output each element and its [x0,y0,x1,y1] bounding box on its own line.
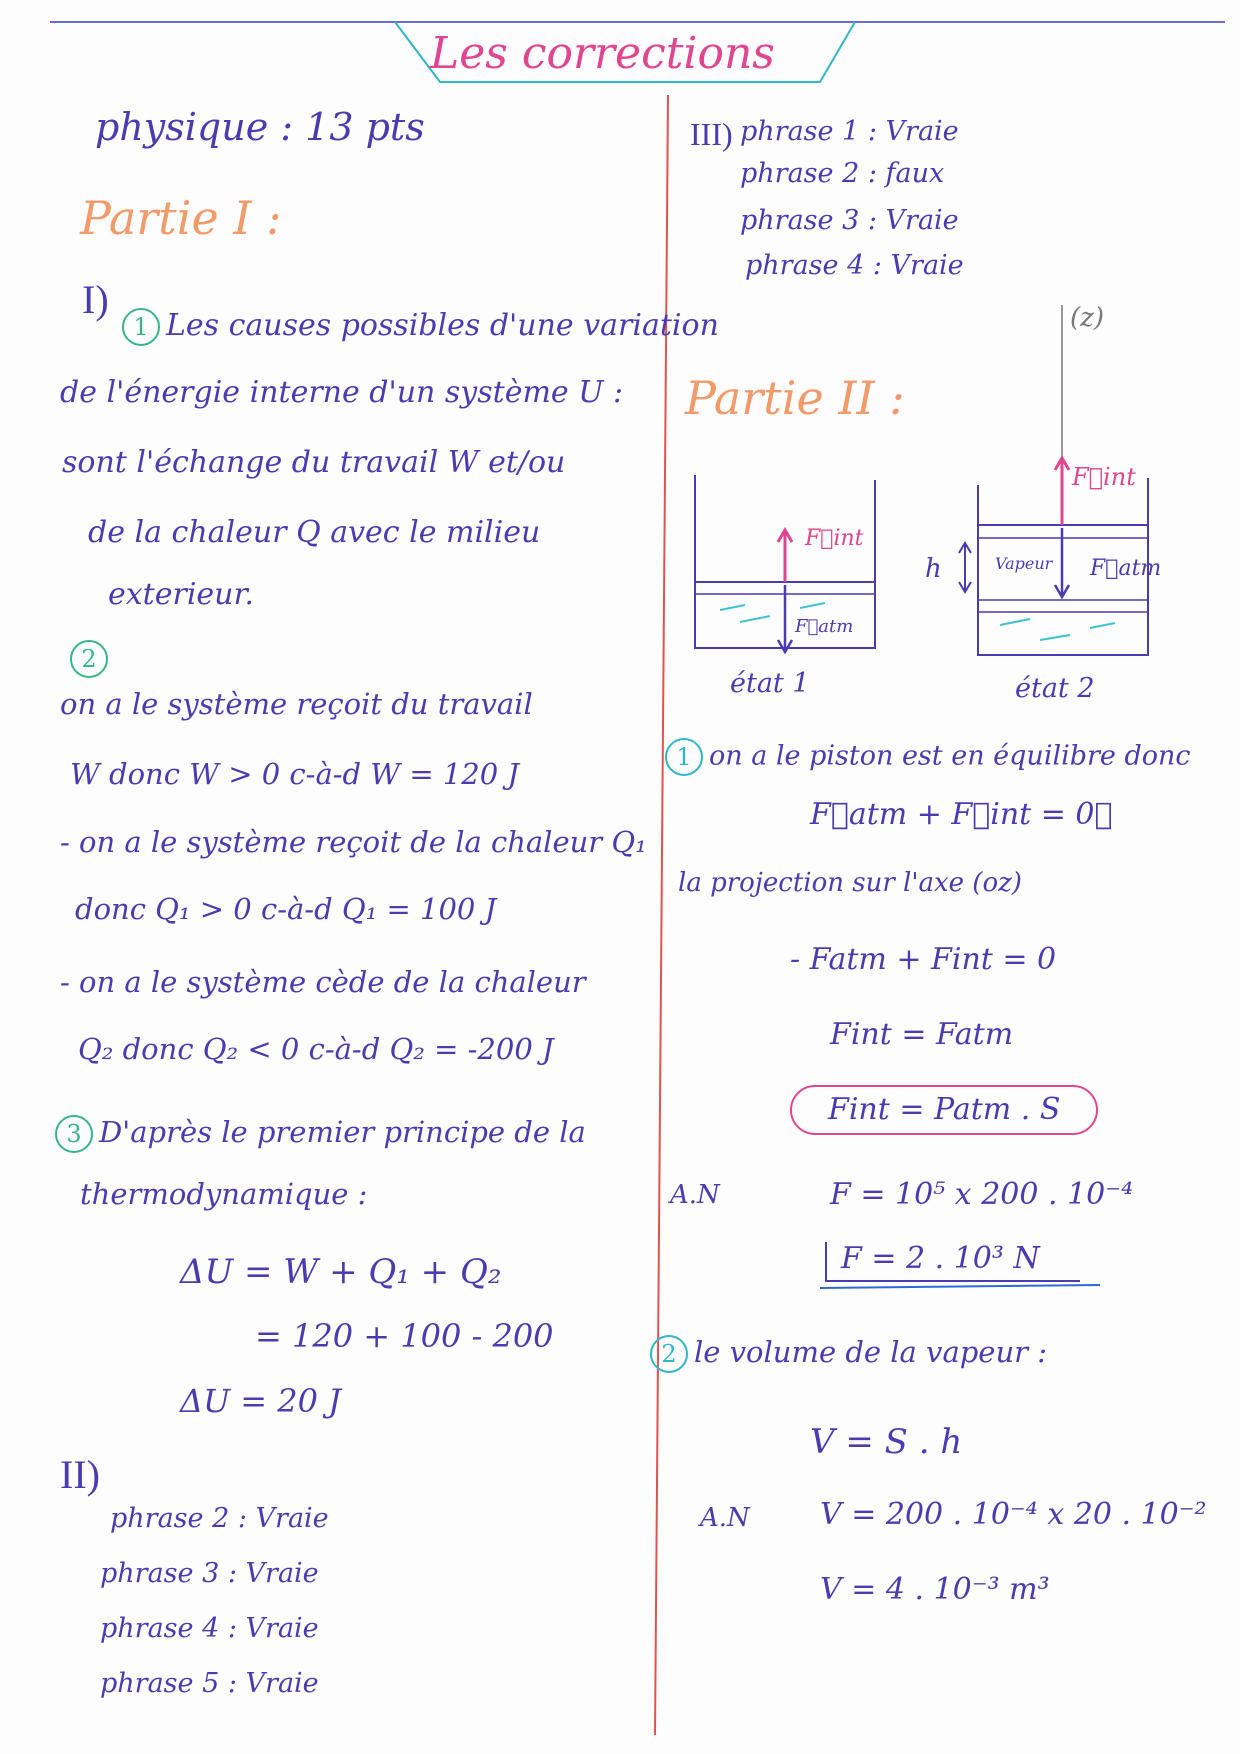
section-1-roman: I) [82,277,109,322]
question-number-badge: 3 [55,1115,93,1153]
force-result: F = 2 . 10³ N [825,1242,1080,1282]
boxed-fint-formula: Fint = Patm . S [790,1085,1098,1135]
q1-line: exterieur. [108,577,255,612]
q1-line: de l'énergie interne d'un système U : [60,375,624,410]
state-2-caption: état 2 [1015,673,1095,704]
q3-line: thermodynamique : [80,1177,368,1211]
part2-question-1 [665,738,1191,776]
p2q1-line: on a le piston est en équilibre donc [709,740,1191,772]
section-3-line: phrase 4 : Vraie [745,250,964,281]
section-2-roman: II) [60,1452,100,1497]
projection-line: la projection sur l'axe (oz) [678,868,1022,898]
q2-line: - on a le système cède de la chaleur [60,965,586,999]
part-1-title: Partie I : [80,191,282,245]
q3-line: D'après le premier principe de la [99,1115,586,1149]
p2q2-intro: le volume de la vapeur : [694,1335,1047,1369]
question-number-badge: 1 [665,738,703,776]
fatm-label-state-1: F⃗atm [795,616,854,637]
an-label-1: A.N [670,1180,720,1210]
section-3-line: phrase 3 : Vraie [740,205,959,236]
part2-question-2 [650,1335,1047,1373]
question-1-1 [122,308,719,346]
question-number-badge: 2 [650,1335,688,1373]
z-axis-label: (z) [1070,303,1104,333]
q1-line: de la chaleur Q avec le milieu [88,515,541,550]
volume-result: V = 4 . 10⁻³ m³ [820,1572,1050,1607]
q2-line: - on a le système reçoit de la chaleur Q₁ [60,825,647,859]
section-3-roman: III) [690,116,733,152]
an-label-2: A.N [700,1503,750,1533]
volume-formula: V = S . h [810,1422,963,1462]
vapeur-label: Vapeur [995,554,1053,573]
section-2-line: phrase 4 : Vraie [100,1613,319,1644]
force-vector-equation: F⃗atm + F⃗int = 0⃗ [810,797,1113,832]
question-number-badge: 1 [122,308,160,346]
q1-line: sont l'échange du travail W et/ou [62,445,566,480]
section-3-line: phrase 2 : faux [740,158,945,189]
fint-label-state-1: F⃗int [805,526,864,551]
delta-u-equation: ΔU = W + Q₁ + Q₂ [180,1252,502,1292]
page-title: Les corrections [430,28,775,79]
delta-u-result: ΔU = 20 J [180,1382,341,1420]
q1-line: Les causes possibles d'une variation [166,308,719,343]
section-2-line: phrase 2 : Vraie [110,1503,329,1534]
question-1-3 [55,1115,586,1153]
q2-line: donc Q₁ > 0 c-à-d Q₁ = 100 J [75,892,497,926]
q2-line: Q₂ donc Q₂ < 0 c-à-d Q₂ = -200 J [78,1032,554,1066]
fint-equals-fatm: Fint = Fatm [830,1017,1014,1052]
section-2-line: phrase 3 : Vraie [100,1558,319,1589]
height-label: h [925,554,942,584]
fatm-label-state-2: F⃗atm [1090,556,1162,581]
fint-label-state-2: F⃗int [1072,463,1136,491]
delta-u-substitution: = 120 + 100 - 200 [255,1317,554,1355]
force-numeric: F = 10⁵ x 200 . 10⁻⁴ [830,1177,1134,1212]
projection-equation: - Fatm + Fint = 0 [790,942,1057,977]
state-1-caption: état 1 [730,668,810,699]
section-2-line: phrase 5 : Vraie [100,1668,319,1699]
q2-line: on a le système reçoit du travail [60,687,533,721]
subject-heading: physique : 13 pts [95,105,425,149]
section-3-line: phrase 1 : Vraie [740,116,959,147]
volume-numeric: V = 200 . 10⁻⁴ x 20 . 10⁻² [820,1497,1207,1532]
q2-line: W donc W > 0 c-à-d W = 120 J [70,757,520,791]
question-1-2-badge: 2 [70,640,114,678]
part-2-title: Partie II : [685,371,905,425]
